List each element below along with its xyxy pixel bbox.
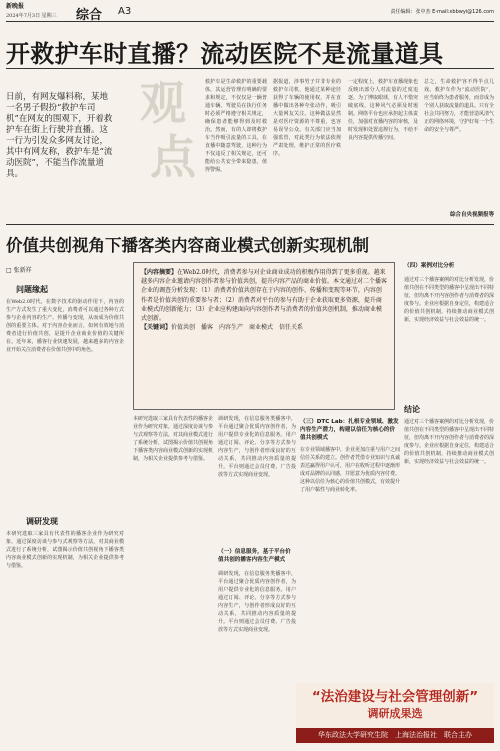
page-number: A3 xyxy=(118,6,132,17)
banner-organizers: 华东政法大学研究生院 上海法治报社 联合主办 xyxy=(296,728,494,743)
page-header xyxy=(6,3,494,22)
banner-title: “法治建设与社会管理创新” xyxy=(311,689,479,705)
keywords-heading: 【关键词】 xyxy=(141,324,172,332)
series-banner xyxy=(296,683,494,745)
top-column-4: 总之，生命救护容不得半点儿戏。救护车作为“流动医院”，应当始终为患者服务，而非成为个别人获取流量的道具。只有全社会共同努力，才能营造风清气正的网络环境，守护好每一个生命的安全与尊严。 xyxy=(424,79,494,133)
body-column-5b: 通过对三个播客案例的对比分析发现，价值共创在不同类型的播客中呈现出不同特征，但均离不开内容创作者与消费者的深度参与。企业应根据自身定位，构建适合的价值共创机制，持续推动商业模式创新，实现经济效益与社会效益的统一。 xyxy=(404,419,494,465)
subheading-1: （一）信息服务，基于平台价值共创的播客内容生产模式 xyxy=(218,549,291,563)
top-column-2: 据报道，涉事男子并非专业的救护车司机，他通过某种途径获得了车辆的使用权，并在直播中做出各种夸张动作，吸引大量网友关注。这种做法显然是对医疗资源的不尊重，也容易误导公众。有关部门应当加强监管，对此类行为依法依规严肃处理，维护正常的医疗秩序。 xyxy=(273,79,341,157)
watermark-char-1: 观 xyxy=(140,76,186,130)
top-signoff: 综合自央视频报等 xyxy=(449,212,494,218)
section-name: 综合 xyxy=(76,8,103,23)
banner-subtitle: 调研成果选 xyxy=(367,707,423,720)
article-title: 价值共创视角下播客类内容商业模式创新实现机制 xyxy=(6,236,369,255)
paper-name: 新晚报 xyxy=(6,3,25,10)
watermark-char-2: 点 xyxy=(150,130,196,184)
section-heading-conclusion: 结论 xyxy=(404,405,420,414)
abstract-body: 在Web2.0时代，消费者参与对企业商业成功的积极作用得到了更多重视。越来越多内容企业邀请内容创作者参与价值共创，提升内容产品的商业价值。本文通过对二个播客企业的调查分析发现：（1）消费者价值共创存在于内容的创作、传播和变现等环节，内容创作者是价值共创的重要参与者；（2）消费者对平台的参与有助于企业获取更多资源，提升商业模式的创新能力；（3）企业应构建面向内容创作者与消费者的价值共创机制，推动商业模式创新。 xyxy=(141,269,388,323)
section-divider xyxy=(6,224,494,225)
body-column-3b: 调研发现，在信息服务类播客中，平台通过聚合优质内容创作者，为用户提供专业化的信息服务。用户通过订阅、评论、分享等方式参与内容生产，与创作者形成良好的互动关系，共同推动内容质量的提升。平台则通过会员付费、广告投放等方式实现商业变现。 xyxy=(218,571,296,633)
article-author: □ 张新祥 xyxy=(6,267,32,274)
abstract-heading: 【内容摘要】 xyxy=(141,269,178,276)
body-column-1: 在Web2.0时代，在数字技术的驱动作用下，内容的生产方式发生了重大变化，消费者可以通过各种方式参与企业内容的生产、传播与变现，从而成为价值共创的重要主体。对于内容企业而言，如何有效地与消费者进行价值共创，是提升企业商业价值的关键所在。近年来，播客行业快速发展，越来越多的内容企业开始关注消费者在价值共创中的角色。 xyxy=(6,299,124,353)
headline-rule xyxy=(6,68,494,69)
keywords: 价值共创 播客 内容生产 商业模式 信任关系 xyxy=(171,324,304,332)
body-column-2: 本研究选取三家具有代表性的播客企业作为研究对象，通过深度访谈与参与式观察等方法，对其商业模式进行了系统分析，试图揭示价值共创视角下播客类内容商业模式创新的实现机制，为相关企业提供参考与借鉴。 xyxy=(133,416,213,462)
subheading-4: （四）案例对比分析 xyxy=(404,263,455,269)
top-headline: 开救护车时直播？流动医院不是流量道具 xyxy=(6,40,444,68)
body-column-1b: 本研究选取三家具有代表性的播客企业作为研究对象，通过深度访谈与参与式观察等方法，对其商业模式进行了系统分析，试图揭示价值共创视角下播客类内容商业模式创新的实现机制，为相关企业提供参考与借鉴。 xyxy=(6,531,124,569)
top-lede: 日前，有网友爆料称，某地一名男子假扮“救护车司机”在网友的围观下，开着救护车在街上行驶并直播。这一行为引发众多网友讨论，其中有网友称，救护车是“流动医院”，不能当作流量道具。 xyxy=(6,92,113,179)
subheading-3: （三）DTC Lab：扎根专业领域、激发内容生产潜力，构建以信任为核心的价值共创模式 xyxy=(300,419,399,441)
body-column-3: 调研发现，在信息服务类播客中，平台通过聚合优质内容创作者，为用户提供专业化的信息服务。用户通过订阅、评论、分享等方式参与内容生产，与创作者形成良好的互动关系，共同推动内容质量的提升。平台则通过会员付费、广告投放等方式实现商业变现。 xyxy=(218,416,296,478)
top-column-3: 一定程度上，救护车直播现象也反映出部分人对流量的过度追逐。为了博取眼球，有人不惜突破底线，这种风气必须及时遏制。网络平台也应承担起主体责任，加强对直播内容的审核，及时发现和处置违规行为，不给不良内容提供传播空间。 xyxy=(348,79,418,141)
section-heading-intro: 问题缘起 xyxy=(16,285,48,294)
issue-date: 2024年7月3日 星期三 xyxy=(6,13,57,19)
body-column-5: 通过对三个播客案例的对比分析发现，价值共创在不同类型的播客中呈现出不同特征，但均离不开内容创作者与消费者的深度参与。企业应根据自身定位，构建适合的价值共创机制，持续推动商业模式创新，实现经济效益与社会效益的统一。 xyxy=(404,277,494,323)
editor-credit: 责任编辑：张中杰 E-mail:xbbwyi@126.com xyxy=(390,9,494,15)
section-heading-research: 调研发现 xyxy=(26,517,58,526)
body-column-4: 在专业领域播客中，企业更加注重与用户之间信任关系的建立。创作者凭借专业知识与真诚表达赢得用户认可，用户在收听过程中逐渐形成对品牌的认同感，并愿意为优质内容付费。这种以信任为核心的价值共创模式，有效提升了用户黏性与商业转化率。 xyxy=(300,447,400,493)
top-column-1: 救护车是生命救护的重要载体，其运营管理有明确的要求和规定，不仅仅是一辆普通车辆。驾驶员在执行任务时必须严格遵守相关规定，确保患者能够得到及时救治。然而，有的人却将救护车当作吸引流量的工具，在直播中随意驾驶，这种行为不仅违反了相关规定，还可能给公共安全带来隐患，值得警惕。 xyxy=(205,79,267,173)
abstract-box xyxy=(133,262,395,410)
